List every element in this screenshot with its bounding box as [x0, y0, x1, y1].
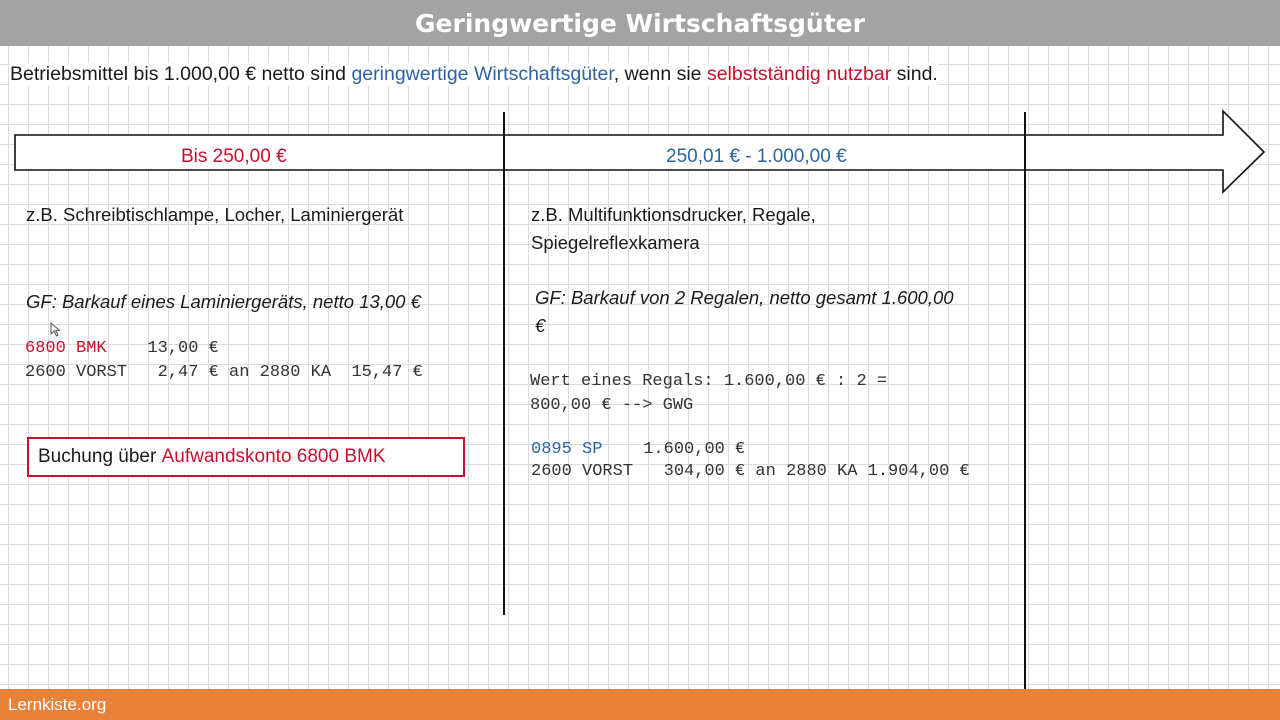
right-calc-line-2: 800,00 € --> GWG	[530, 396, 694, 415]
booking-note-account: Aufwandskonto 6800 BMK	[161, 446, 386, 467]
mouse-pointer-icon	[50, 322, 62, 338]
left-entry-debit-account: 6800 BMK	[25, 339, 107, 358]
intro-highlight-usable: selbstständig nutzbar	[706, 63, 892, 85]
range-label-low: Bis 250,00 €	[181, 146, 287, 167]
title-bar	[0, 0, 1280, 46]
left-business-case: GF: Barkauf eines Laminiergeräts, netto 13,00 €	[26, 291, 421, 312]
intro-part-1: Betriebsmittel bis 1.000,00 € netto sind	[10, 63, 352, 85]
divider-line-right	[1024, 112, 1026, 695]
right-examples: z.B. Multifunktionsdrucker, Regale, Spiegelreflexkamera	[531, 204, 816, 253]
right-entry-line-2: 2600 VORST 304,00 € an 2880 KA 1.904,00 €	[531, 462, 970, 481]
intro-part-3: sind.	[891, 63, 938, 85]
left-entry-line-2: 2600 VORST 2,47 € an 2880 KA 15,47 €	[25, 363, 423, 382]
range-label-high: 250,01 € - 1.000,00 €	[666, 146, 847, 167]
intro-sentence	[10, 63, 938, 86]
right-entry-line-1	[531, 439, 745, 461]
left-entry-debit-amount: 13,00 €	[106, 339, 219, 358]
footer-bar	[0, 689, 1280, 720]
right-calc-line-1: Wert eines Regals: 1.600,00 € : 2 =	[530, 372, 888, 391]
booking-note-prefix: Buchung über	[38, 446, 162, 467]
footer-brand[interactable]: Lernkiste.org	[8, 694, 107, 714]
intro-part-2: , wenn sie	[613, 63, 707, 85]
left-examples: z.B. Schreibtischlampe, Locher, Laminiergerät	[26, 204, 404, 225]
intro-highlight-gwg: geringwertige Wirtschaftsgüter	[351, 63, 614, 85]
divider-line-left	[503, 112, 505, 615]
left-entry-line-1	[25, 337, 219, 361]
right-entry-debit-account: 0895 SP	[531, 440, 603, 459]
right-business-case: GF: Barkauf von 2 Regalen, netto gesamt 1.600,00 €	[535, 287, 954, 336]
page-title: Geringwertige Wirtschaftsgüter	[415, 8, 865, 38]
booking-note-box	[27, 437, 465, 477]
right-entry-debit-amount: 1.600,00 €	[602, 440, 746, 459]
